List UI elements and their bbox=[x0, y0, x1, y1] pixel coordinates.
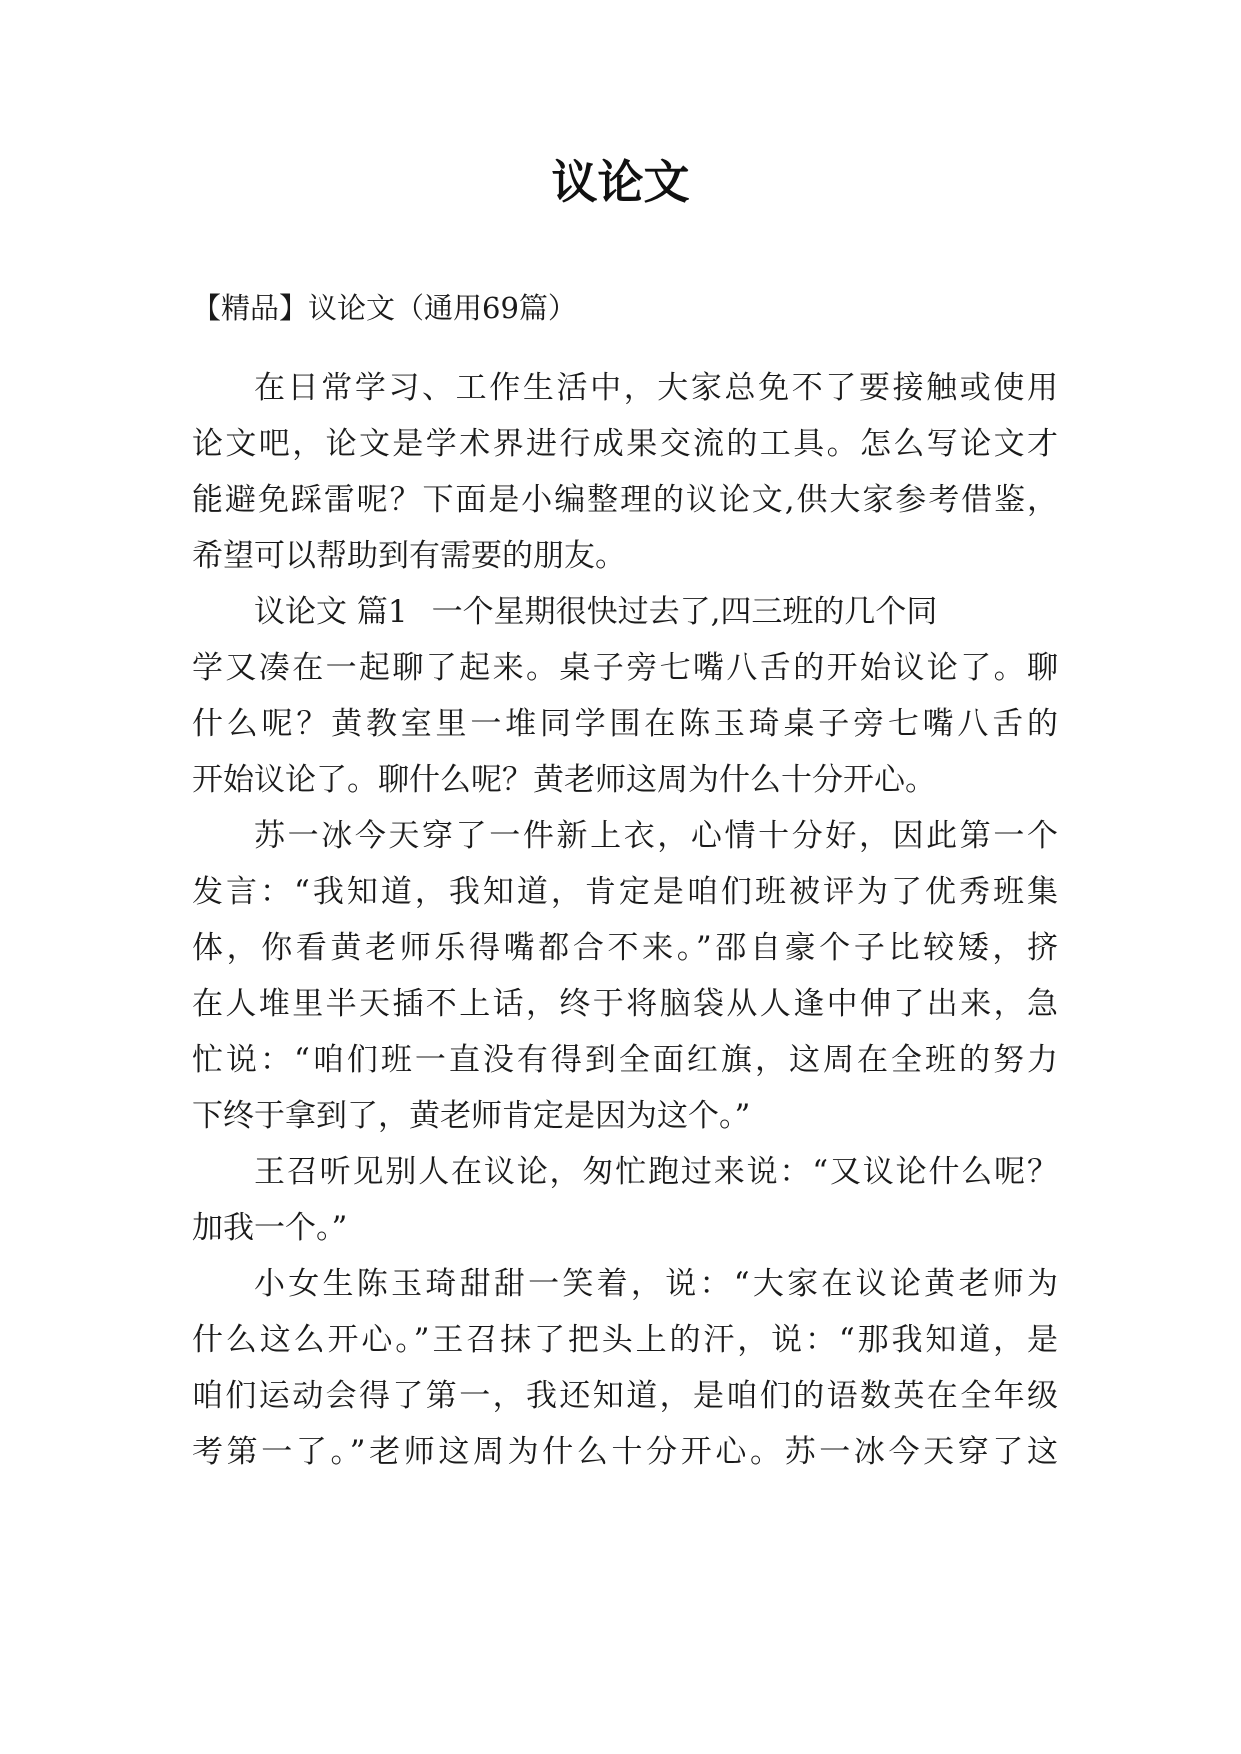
body-line: 咱们运动会得了第一，我还知道，是咱们的语数英在全年级 bbox=[192, 1378, 1058, 1414]
body-line: 在日常学习、工作生活中，大家总免不了要接触或使用 bbox=[254, 370, 1058, 406]
body-line: 王召听见别人在议论，匆忙跑过来说：“又议论什么呢？ bbox=[254, 1154, 1058, 1190]
document-subtitle: 【精品】议论文（通用69篇） bbox=[192, 291, 577, 325]
body-line: 开始议论了。聊什么呢？黄老师这周为什么十分开心。 bbox=[192, 762, 936, 798]
body-line: 在人堆里半天插不上话，终于将脑袋从人逢中伸了出来，急 bbox=[192, 986, 1058, 1022]
body-line: 下终于拿到了，黄老师肯定是因为这个。” bbox=[192, 1098, 751, 1134]
body-line: 什么呢？黄教室里一堆同学围在陈玉琦桌子旁七嘴八舌的 bbox=[192, 706, 1058, 742]
body-line: 发言：“我知道，我知道，肯定是咱们班被评为了优秀班集 bbox=[192, 874, 1058, 910]
body-line: 能避免踩雷呢？下面是小编整理的议论文,供大家参考借鉴， bbox=[192, 482, 1058, 518]
document-title: 议论文 bbox=[551, 155, 690, 209]
body-line: 小女生陈玉琦甜甜一笑着，说：“大家在议论黄老师为 bbox=[254, 1266, 1058, 1302]
body-line: 论文吧，论文是学术界进行成果交流的工具。怎么写论文才 bbox=[192, 426, 1058, 462]
body-line: 体，你看黄老师乐得嘴都合不来。”邵自豪个子比较矮，挤 bbox=[192, 930, 1058, 966]
body-line: 苏一冰今天穿了一件新上衣，心情十分好，因此第一个 bbox=[254, 818, 1058, 854]
section-heading: 议论文 篇1 bbox=[254, 594, 408, 630]
body-line: 学又凑在一起聊了起来。桌子旁七嘴八舌的开始议论了。聊 bbox=[192, 650, 1058, 686]
body-line-start: 一个星期很快过去了,四三班的几个同 bbox=[431, 594, 938, 630]
body-line: 忙说：“咱们班一直没有得到全面红旗，这周在全班的努力 bbox=[192, 1042, 1058, 1078]
section-heading-line bbox=[254, 582, 937, 642]
body-line: 什么这么开心。”王召抹了把头上的汗，说：“那我知道，是 bbox=[192, 1322, 1058, 1358]
body-line: 考第一了。”老师这周为什么十分开心。苏一冰今天穿了这 bbox=[192, 1434, 1058, 1470]
body-line: 希望可以帮助到有需要的朋友。 bbox=[192, 538, 626, 574]
body-line: 加我一个。” bbox=[192, 1210, 348, 1246]
